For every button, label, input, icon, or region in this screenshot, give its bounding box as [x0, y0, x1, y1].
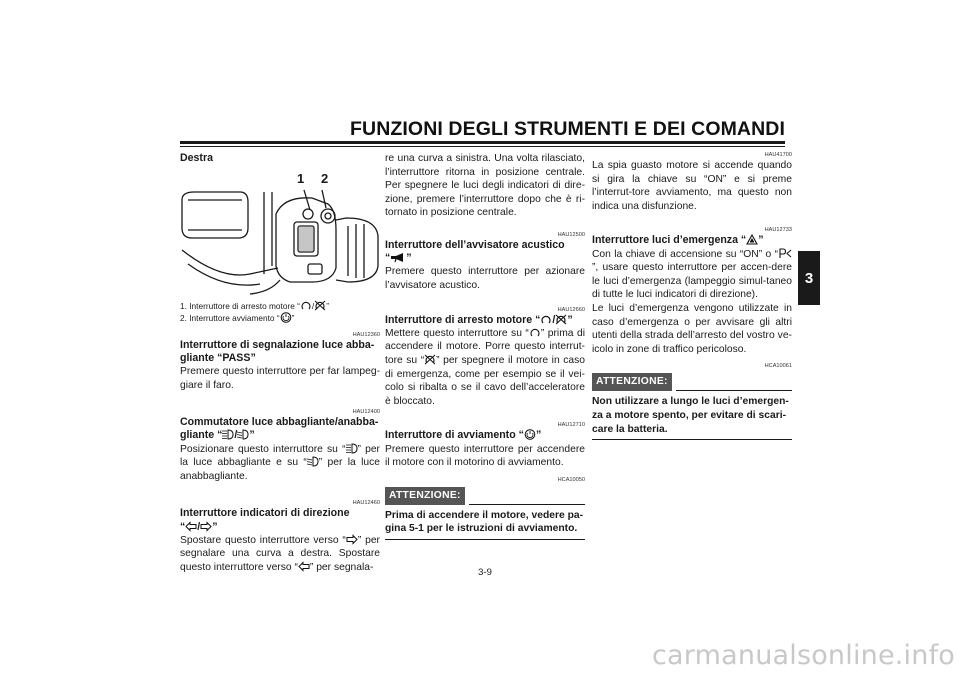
ref-code: HCA10050: [557, 476, 585, 483]
turn-left-icon: [298, 561, 310, 572]
parking-icon: [778, 248, 792, 259]
hazard-icon: [746, 234, 758, 245]
chapter-tab: 3: [798, 251, 820, 305]
page-title: FUNZIONI DEGLI STRUMENTI E DEI COMANDI: [350, 118, 785, 140]
caution-text: Prima di accendere il motore, vedere pa-gina 5-1 per le istruzioni di avviamento.: [385, 509, 585, 540]
engine-stop-text: Mettere questo interruttore su “ ” prima di accendere il motore. Porre questo interrut-tore su “ ” per spegnere il motore in caso di emergenza, come per esempio se il vei-colo si ribalta o se il cavo dell’acceleratore è bloccato.: [385, 327, 585, 407]
figure-label-2: 2: [321, 170, 329, 186]
start-button-icon: [524, 429, 536, 440]
handlebar-illustration: [180, 170, 380, 296]
caution-banner: [385, 487, 585, 505]
ref-code: HAU12733: [764, 227, 792, 234]
pass-switch-title: Interruttore di segnalazione luce abba-gliante “PASS”: [180, 338, 375, 364]
hazard-switch-title: Interruttore luci d’emergenza “ ”: [592, 234, 764, 247]
turn-left-icon: [185, 521, 197, 532]
turn-signal-title: Interruttore indicatori di direzione “ / ”: [180, 507, 350, 533]
horn-switch-text: Premere questo interruttore per azionare l’avvisatore acustico.: [385, 266, 585, 291]
low-beam-icon: [237, 429, 249, 440]
hazard-switch-text: Con la chiave di accensione su “ON” o “ ”, usare questo interruttore per accen-dere le luci d’emergenza (lampeggio simul-taneo di tutte le luci indicatori di direzione).: [592, 248, 792, 301]
watermark: carmanualsonline.info: [652, 640, 955, 671]
start-switch-title: Interruttore di avviamento “ ”: [385, 429, 542, 442]
hazard-usage-text: Le luci d’emergenza vengono utilizzate in caso d’emergenza o per avvisare gli altri utenti della strada dell’arresto del vostro ve-icolo in zone di traffico pericoloso.: [592, 302, 792, 355]
ref-code: HCA10061: [764, 363, 792, 370]
start-switch-text: Premere questo interruttore per accendere il motore con il motorino di avviamento.: [385, 443, 585, 469]
turn-signal-text: Spostare questo interruttore verso “ ” per segnalare una curva a destra. Spostare questo interruttore verso “ ” per segnala-: [180, 534, 380, 573]
figure-caption-1: 1. Interruttore di arresto motore “ / ”: [180, 300, 329, 311]
engine-off-icon: [314, 300, 326, 311]
ref-code: HAU41700: [764, 152, 792, 158]
page-number: 3-9: [478, 567, 492, 578]
engine-off-icon: [424, 354, 436, 365]
pass-switch-text: Premere questo interruttore per far lampeg-giare il faro.: [180, 366, 380, 391]
section-subhead: Destra: [180, 152, 213, 164]
dimmer-switch-title: Commutatore luce abbagliante/anabba- gliante “ / ”: [180, 416, 379, 442]
turn-right-icon: [200, 521, 212, 532]
engine-light-text: La spia guasto motore si accende quando si gira la chiave su “ON” e si preme l’interrut-tore avviamento, ma questo non indica una disfunzione.: [592, 160, 792, 212]
engine-run-icon: [529, 327, 541, 338]
column-1: [180, 152, 380, 575]
column-3: [592, 152, 792, 440]
header-rule-thin: [180, 146, 785, 147]
turn-signal-text-continued: re una curva a sinistra. Una volta rilasciato, l’interruttore ritorna in posizione centrale. Per spegnere le luci degli indicatori di dire-zione, premere l’interruttore dopo che è ri-tornato in posizione centrale.: [385, 153, 585, 219]
high-beam-icon: [346, 443, 358, 454]
engine-stop-title: Interruttore di arresto motore “ / ”: [385, 313, 573, 326]
engine-off-icon: [555, 314, 567, 325]
handlebar-switch-figure: [180, 170, 380, 296]
start-button-icon: [280, 312, 292, 323]
column-2: [385, 152, 585, 540]
ref-code: HAU12400: [352, 409, 380, 416]
ref-code: HAU12710: [557, 422, 585, 429]
ref-code: HAU12660: [557, 306, 585, 313]
ref-code: HAU12460: [352, 500, 380, 507]
figure-caption-2: 2. Interruttore avviamento “ ”: [180, 313, 295, 324]
ref-code: HAU12500: [557, 231, 585, 238]
dimmer-switch-text: Posizionare questo interruttore su “ ” per la luce abbagliante e su “ ” per la luce anabbagliante.: [180, 443, 380, 482]
header-rule: [180, 141, 785, 144]
horn-switch-title: Interruttore dell’avvisatore acustico “ ”: [385, 238, 565, 265]
high-beam-icon: [222, 429, 234, 440]
caution-label: ATTENZIONE:: [385, 487, 465, 505]
engine-run-icon: [300, 300, 312, 311]
caution-text: Non utilizzare a lungo le luci d’emergen-za a motore spento, per evitare di scari-care la batteria.: [592, 395, 792, 440]
horn-icon: [390, 252, 406, 263]
low-beam-icon: [307, 456, 319, 467]
caution-banner: [592, 373, 792, 391]
figure-label-1: 1: [297, 170, 305, 186]
turn-right-icon: [346, 534, 358, 545]
caution-label: ATTENZIONE:: [592, 373, 672, 391]
engine-run-icon: [540, 314, 552, 325]
ref-code: HAU12360: [352, 331, 380, 338]
